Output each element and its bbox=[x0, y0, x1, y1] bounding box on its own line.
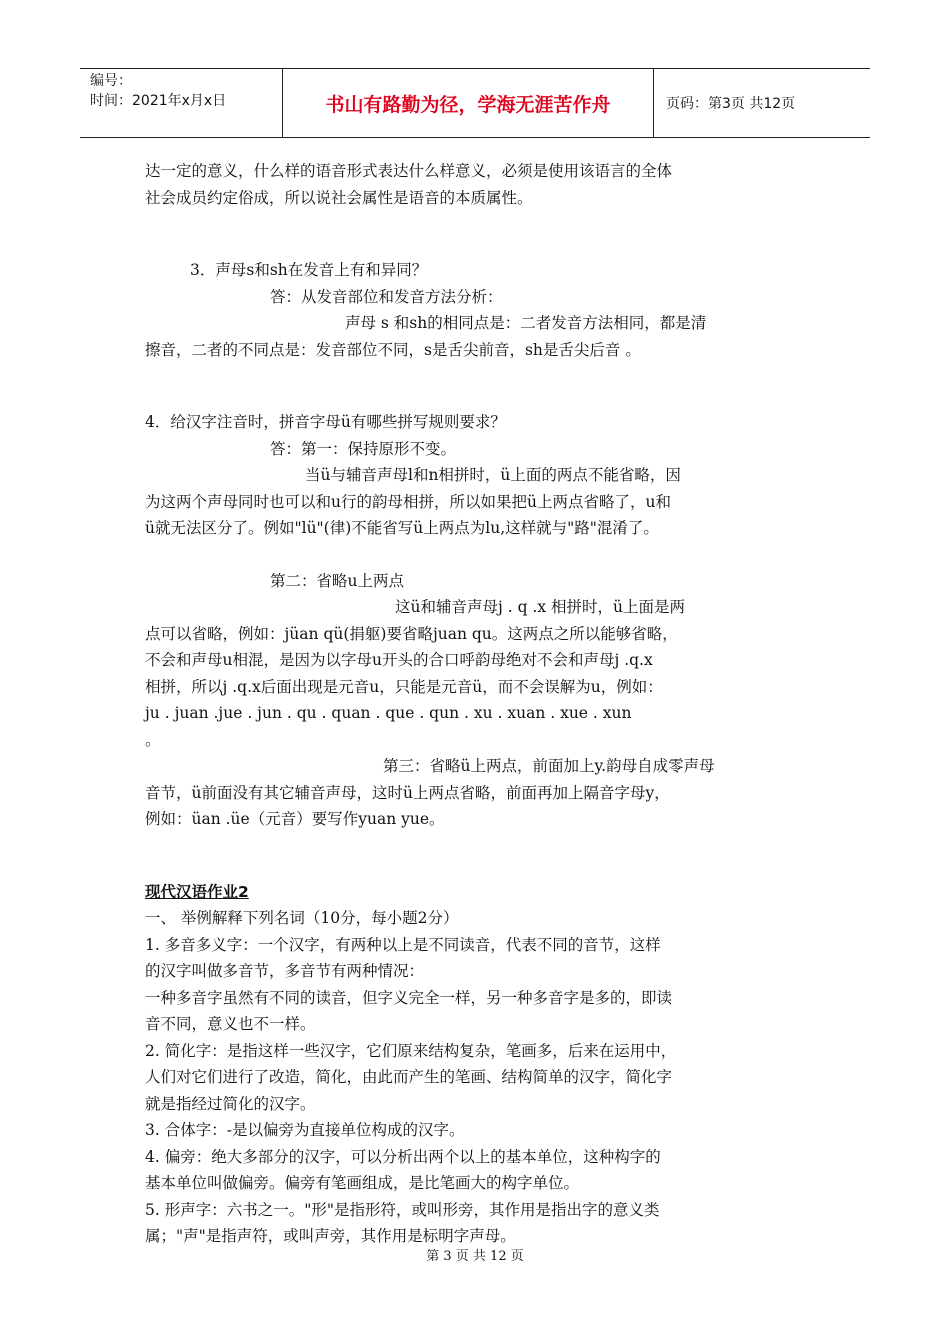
question-4: 4．给汉字注音时，拼音字母ü有哪些拼写规则要求？ bbox=[145, 413, 506, 431]
rule-heading: 第二：省略u上两点 bbox=[270, 571, 404, 590]
body-line: 音不同，意义也不一样。 bbox=[145, 1015, 316, 1033]
answer-line: 答：从发音部位和发音方法分析： bbox=[270, 287, 503, 306]
body-line: ju . juan .jue . jun . qu . quan . que . qun . xu . xuan . xue . xun bbox=[145, 704, 632, 722]
header-left-cell bbox=[80, 69, 283, 137]
body-line: 达一定的意义，什么样的语音形式表达什么样意义，必须是使用该语言的全体 bbox=[145, 162, 673, 180]
document-number-label: 编号： bbox=[90, 73, 132, 89]
body-line: 4. 偏旁：绝大多部分的汉字，可以分析出两个以上的基本单位，这种构字的 bbox=[145, 1147, 661, 1166]
header-page-info: 页码：第3页 共12页 bbox=[666, 96, 796, 112]
body-line: 1. 多音多义字：一个汉字，有两种以上是不同读音，代表不同的音节，这样 bbox=[145, 935, 661, 954]
body-line: 就是指经过简化的汉字。 bbox=[145, 1094, 316, 1113]
body-line: 5. 形声字：六书之一。"形"是指形符，或叫形旁，其作用是指出字的意义类 bbox=[145, 1200, 660, 1219]
body-line: 点可以省略，例如：jüan qü(捐躯)要省略juan qu。这两点之所以能够省略， bbox=[145, 624, 678, 643]
body-line: 属；"声"是指声符，或叫声旁，其作用是标明字声母。 bbox=[145, 1227, 516, 1245]
body-line: 3. 合体字：-是以偏旁为直接单位构成的汉字。 bbox=[145, 1121, 465, 1139]
body-line: 社会成员约定俗成，所以说社会属性是语音的本质属性。 bbox=[145, 188, 533, 207]
body-line: 一种多音字虽然有不同的读音，但字义完全一样，另一种多音字是多的，即读 bbox=[145, 988, 673, 1007]
body-line: 音节，ü前面没有其它辅音声母，这时ü上两点省略，前面再加上隔音字母y， bbox=[145, 783, 670, 802]
section-subtitle: 一、 举例解释下列名词（10分，每小题2分） bbox=[145, 909, 459, 927]
answer-line: 答：第一：保持原形不变。 bbox=[270, 439, 457, 458]
body-line: 。 bbox=[145, 730, 161, 749]
page-header bbox=[80, 68, 870, 138]
body-line: 基本单位叫做偏旁。偏旁有笔画组成，是比笔画大的构字单位。 bbox=[145, 1174, 580, 1192]
page-footer: 第 3 页 共 12 页 bbox=[426, 1249, 524, 1264]
document-body bbox=[145, 158, 815, 1250]
rule-heading: 第三：省略ü上两点，前面加上y.韵母自成零声母 bbox=[383, 757, 715, 775]
body-line: 例如：üan .üe（元音）要写作yuan yue。 bbox=[145, 810, 445, 828]
body-line: 人们对它们进行了改造，简化，由此而产生的笔画、结构简单的汉字，简化字 bbox=[145, 1068, 673, 1086]
body-line: 这ü和辅音声母j . q .x 相拼时，ü上面是两 bbox=[395, 598, 685, 616]
body-line: 为这两个声母同时也可以和u行的韵母相拼，所以如果把ü上两点省略了，u和 bbox=[145, 492, 671, 511]
document-date: 时间：2021年x月x日 bbox=[90, 93, 227, 109]
question-3: 3．声母s和sh在发音上有和异同？ bbox=[190, 261, 428, 279]
body-line: 声母 s 和sh的相同点是：二者发音方法相同，都是清 bbox=[345, 314, 707, 332]
body-line: 当ü与辅音声母l和n相拼时，ü上面的两点不能省略，因 bbox=[305, 466, 681, 484]
body-line: 的汉字叫做多音节，多音节有两种情况： bbox=[145, 962, 425, 980]
section-title: 现代汉语作业2 bbox=[145, 882, 249, 901]
header-motto: 书山有路勤为径，学海无涯苦作舟 bbox=[283, 69, 654, 137]
body-line: 擦音，二者的不同点是：发音部位不同，s是舌尖前音，sh是舌尖后音 。 bbox=[145, 340, 641, 359]
body-line: 相拼，所以j .q.x后面出现是元音u，只能是元音ü，而不会误解为u，例如： bbox=[145, 677, 663, 696]
body-line: 2. 简化字：是指这样一些汉字，它们原来结构复杂，笔画多，后来在运用中， bbox=[145, 1041, 677, 1060]
body-line: ü就无法区分了。例如"lü"(律)不能省写ü上两点为lu,这样就与"路"混淆了。 bbox=[145, 519, 659, 537]
body-line: 不会和声母u相混，是因为以字母u开头的合口呼韵母绝对不会和声母j .q.x bbox=[145, 651, 653, 669]
